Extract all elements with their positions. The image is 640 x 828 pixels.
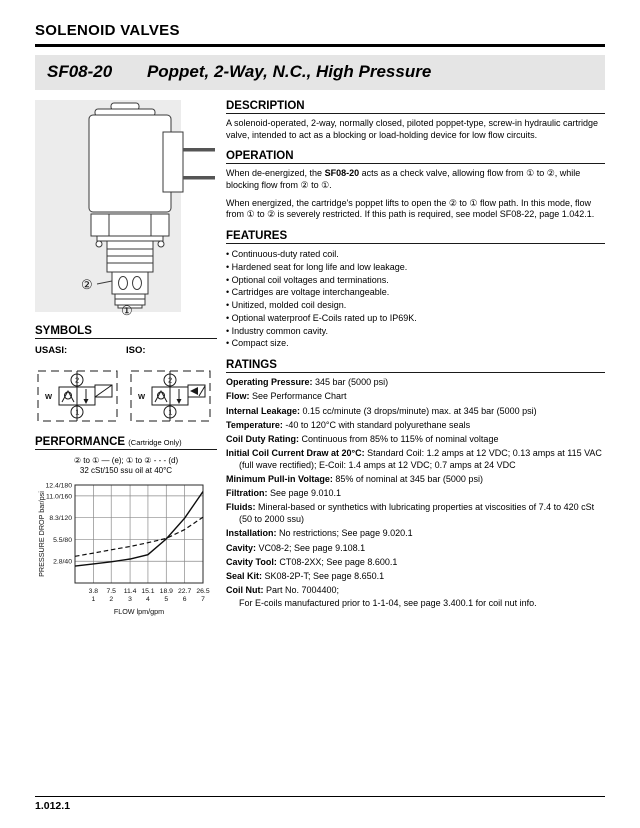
page-title: Poppet, 2-Way, N.C., High Pressure <box>146 62 432 81</box>
symbol-port-1: 1 <box>168 407 173 417</box>
port-1-label: ① <box>121 303 133 316</box>
svg-text:6: 6 <box>182 595 187 603</box>
rating-item-continuation: For E-coils manufactured prior to 1-1-04, see page 3.400.1 for coil nut info. <box>239 598 537 609</box>
port-2-label: ② <box>81 277 93 292</box>
ratings-list <box>226 377 605 610</box>
svg-text:1: 1 <box>91 595 96 603</box>
symbol-port-1: 1 <box>75 407 80 417</box>
rating-item: Fluids: Mineral-based or synthetics with lubricating properties at viscosities of 7.4 to 420 cSt (50 to 2000 ssu) <box>226 502 595 525</box>
features-list <box>226 248 605 350</box>
rating-item: Flow: See Performance Chart <box>226 391 347 402</box>
page-footer <box>35 796 605 812</box>
rating-item: Temperature: -40 to 120°C with standard polyurethane seals <box>226 419 471 430</box>
spring-glyph: W <box>45 392 53 401</box>
rating-item: Installation: No restrictions; See page 9.020.1 <box>226 528 413 539</box>
chart-title <box>35 456 217 477</box>
rating-item: Filtration: See page 9.010.1 <box>226 488 342 499</box>
page-category: SOLENOID VALVES <box>35 22 180 39</box>
symbols-heading: SYMBOLS <box>35 325 217 339</box>
svg-text:12.4/180: 12.4/180 <box>45 482 72 490</box>
feature-item: • Continuous-duty rated coil. <box>226 248 605 261</box>
feature-item: • Cartridges are voltage interchangeable. <box>226 286 605 299</box>
svg-text:7.5: 7.5 <box>106 587 116 595</box>
svg-text:5.5/80: 5.5/80 <box>53 536 72 544</box>
svg-text:18.9: 18.9 <box>159 587 173 595</box>
rating-item: Internal Leakage: 0.15 cc/minute (3 drops/minute) max. at 345 bar (5000 psi) <box>226 405 537 416</box>
valve-coil <box>89 103 215 212</box>
rating-item: Cavity Tool: CT08-2XX; See page 8.600.1 <box>226 556 398 567</box>
svg-text:26.5: 26.5 <box>196 587 210 595</box>
feature-item: • Optional waterproof E-Coils rated up to IP69K. <box>226 312 605 325</box>
symbol-port-2: 2 <box>75 375 80 385</box>
model-ref: SF08-20 <box>324 168 360 179</box>
svg-text:7: 7 <box>201 595 205 603</box>
iso-label: ISO: <box>126 345 146 356</box>
svg-text:11.0/160: 11.0/160 <box>46 493 72 501</box>
rating-item: Seal Kit: SK08-2P-T; See page 8.650.1 <box>226 570 385 581</box>
description-heading: DESCRIPTION <box>226 100 605 114</box>
svg-text:5: 5 <box>164 595 169 603</box>
chart-title-line2: 32 cSt/150 ssu oil at 40°C <box>79 466 173 476</box>
spring-glyph: W <box>138 392 146 401</box>
valve-drawing <box>35 100 217 316</box>
svg-text:11.4: 11.4 <box>123 587 137 595</box>
operation-paragraph-1: When de-energized, the SF08-20 acts as a check valve, allowing flow from ① to ②, while blocking flow from ② to ①. <box>226 168 581 191</box>
feature-item: • Compact size. <box>226 337 605 350</box>
usasi-symbol <box>35 359 121 427</box>
iso-symbol <box>128 359 214 427</box>
svg-text:22.7: 22.7 <box>178 587 192 595</box>
svg-text:2.8/40: 2.8/40 <box>53 558 72 566</box>
rating-item: Coil Duty Rating: Continuous from 85% to 115% of nominal voltage <box>226 434 499 444</box>
symbol-port-2: 2 <box>168 375 173 385</box>
terminal-pin <box>183 148 215 152</box>
feature-item: • Hardened seat for long life and low leakage. <box>226 261 605 274</box>
model-banner <box>35 55 605 90</box>
svg-text:PRESSURE DROP bar/psi: PRESSURE DROP bar/psi <box>37 490 46 577</box>
header-rule <box>35 44 605 47</box>
valve-photo-block <box>35 100 217 316</box>
left-column <box>35 100 217 626</box>
svg-text:4: 4 <box>146 595 150 603</box>
svg-text:FLOW lpm/gpm: FLOW lpm/gpm <box>113 606 165 616</box>
svg-text:2: 2 <box>109 595 114 603</box>
operation-heading: OPERATION <box>226 150 605 164</box>
rating-item: Operating Pressure: 345 bar (5000 psi) <box>226 377 389 388</box>
terminal-pin <box>183 176 215 180</box>
performance-heading-note: (Cartridge Only) <box>128 438 182 447</box>
feature-item: • Optional coil voltages and terminations. <box>226 274 605 287</box>
rating-item: Cavity: VC08-2; See page 9.108.1 <box>226 542 366 553</box>
ratings-heading: RATINGS <box>226 359 605 373</box>
rating-item: Initial Coil Current Draw at 20°C: Standard Coil: 1.2 amps at 12 VDC; 0.13 amps at 115 VAC (full wave rectified); E-Coil: 1.4 amps at 12 VDC; 0.7 amps at 24 VDC <box>226 448 602 470</box>
usasi-label: USASI: <box>35 345 68 356</box>
feature-item: • Unitized, molded coil design. <box>226 299 605 312</box>
feature-item: • Industry common cavity. <box>226 325 605 338</box>
svg-text:3: 3 <box>128 595 132 603</box>
right-column <box>226 100 605 626</box>
rating-item: Minimum Pull-in Voltage: 85% of nominal at 345 bar (5000 psi) <box>226 474 483 485</box>
page-number: 1.012.1 <box>35 800 71 812</box>
performance-heading: PERFORMANCE (Cartridge Only) <box>35 436 217 450</box>
svg-text:15.1: 15.1 <box>141 587 155 595</box>
svg-text:3.8: 3.8 <box>88 587 99 595</box>
chart-title-line1: ② to ① — (e); ① to ② - - - (d) <box>73 456 179 465</box>
features-heading: FEATURES <box>226 230 605 244</box>
model-number: SF08-20 <box>47 62 113 81</box>
svg-text:8.3/120: 8.3/120 <box>49 514 72 522</box>
operation-paragraph-2: When energized, the cartridge's poppet lifts to open the ② to ① flow path. In this mode, flow from ① to ② is severely restricted. If this path is required, see model SF08-22, page 1.042.1. <box>226 197 595 220</box>
description-text: A solenoid-operated, 2-way, normally closed, piloted poppet-type, screw-in hydraulic cartridge valve, intended to act as a blocking or load-holding device for low flow circuits. <box>226 118 599 140</box>
rating-item: Coil Nut: Part No. 7004400; <box>226 585 340 596</box>
performance-chart <box>35 479 217 626</box>
